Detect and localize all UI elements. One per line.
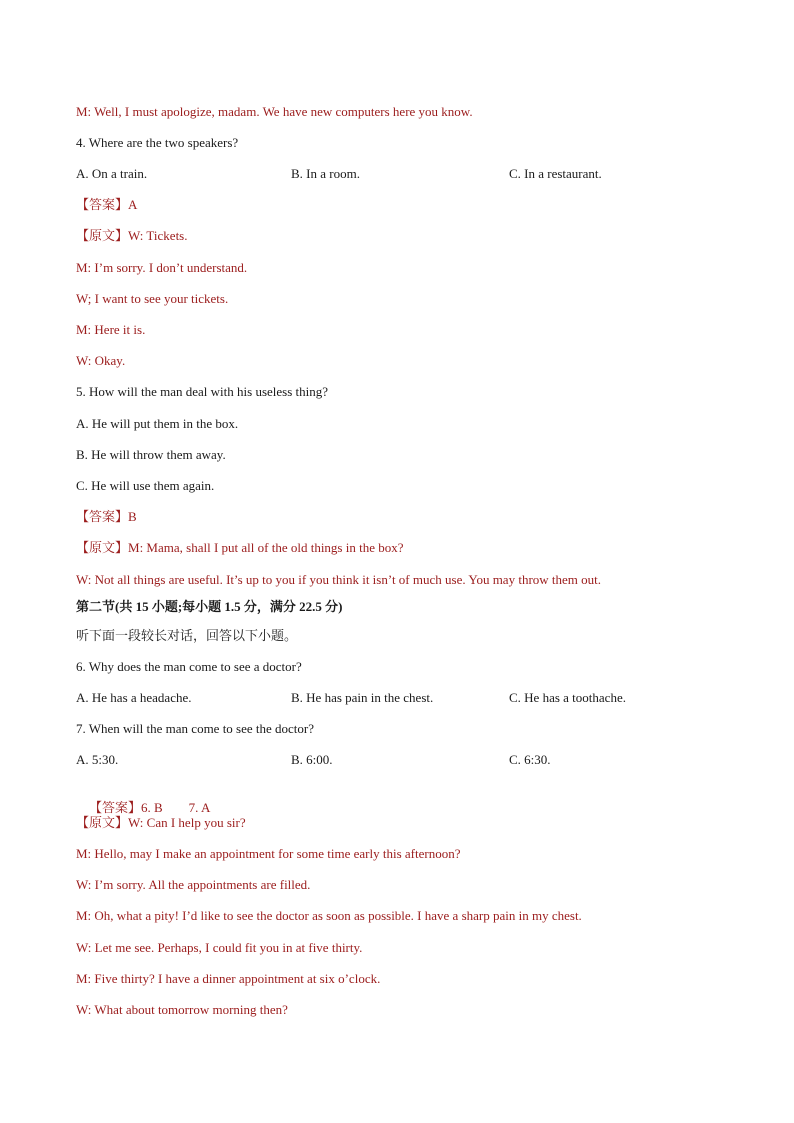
original-text-6-7: [76, 815, 246, 831]
dialogue-line: W: I’m sorry. All the appointments are filled.: [76, 877, 311, 892]
original-tag: 【原文】: [76, 540, 129, 555]
answer-value: A: [128, 197, 138, 212]
original-text: W: Can I help you sir?: [128, 815, 246, 830]
dialogue-line: W; I want to see your tickets.: [76, 291, 229, 306]
answer-tag: 【答案】: [89, 800, 142, 815]
option-6c: C. He has a toothache.: [509, 690, 626, 705]
option-4a: A. On a train.: [76, 166, 148, 181]
section-heading: 第二节(共 15 小题;每小题 1.5 分，满分 22.5 分): [76, 599, 343, 614]
option-7c: C. 6:30.: [509, 752, 551, 767]
original-text: W: Tickets.: [128, 228, 188, 243]
original-text: M: Mama, shall I put all of the old things in the box?: [128, 540, 404, 555]
option-5a: A. He will put them in the box.: [76, 416, 239, 431]
dialogue-line: M: I’m sorry. I don’t understand.: [76, 260, 248, 275]
option-6b: B. He has pain in the chest.: [291, 690, 434, 705]
dialogue-line: M: Hello, may I make an appointment for some time early this afternoon?: [76, 846, 461, 861]
option-5c: C. He will use them again.: [76, 478, 215, 493]
question-7: 7. When will the man come to see the doctor?: [76, 721, 315, 736]
question-5: 5. How will the man deal with his useless thing?: [76, 384, 329, 399]
option-6a: A. He has a headache.: [76, 690, 192, 705]
dialogue-line: M: Oh, what a pity! I’d like to see the doctor as soon as possible. I have a sharp pain in my chest.: [76, 908, 582, 923]
option-5b: B. He will throw them away.: [76, 447, 226, 462]
question-6: 6. Why does the man come to see a doctor?: [76, 659, 302, 674]
answer-value: B: [128, 509, 137, 524]
option-7b: B. 6:00.: [291, 752, 333, 767]
dialogue-line: M: Five thirty? I have a dinner appointment at six o’clock.: [76, 971, 381, 986]
answer-tag: 【答案】: [76, 197, 129, 212]
original-text-5: [76, 540, 404, 556]
original-tag: 【原文】: [76, 228, 129, 243]
original-text-4: [76, 228, 188, 244]
dialogue-line: M: Here it is.: [76, 322, 146, 337]
dialogue-line: W: Let me see. Perhaps, I could fit you in at five thirty.: [76, 940, 363, 955]
option-4b: B. In a room.: [291, 166, 360, 181]
dialogue-line: W: What about tomorrow morning then?: [76, 1002, 288, 1017]
option-4c: C. In a restaurant.: [509, 166, 602, 181]
answer-tag: 【答案】: [76, 509, 129, 524]
dialogue-line: M: Well, I must apologize, madam. We have new computers here you know.: [76, 104, 473, 119]
answer-4: [76, 197, 137, 213]
answer-5: [76, 509, 137, 525]
dialogue-line: W: Okay.: [76, 353, 126, 368]
option-7a: A. 5:30.: [76, 752, 119, 767]
instruction: 听下面一段较长对话，回答以下小题。: [76, 628, 298, 643]
dialogue-line: W: Not all things are useful. It’s up to you if you think it isn’t of much use. You may throw them out.: [76, 572, 602, 587]
question-4: 4. Where are the two speakers?: [76, 135, 239, 150]
original-tag: 【原文】: [76, 815, 129, 830]
answer-value: 6. B 7. A: [141, 800, 211, 815]
